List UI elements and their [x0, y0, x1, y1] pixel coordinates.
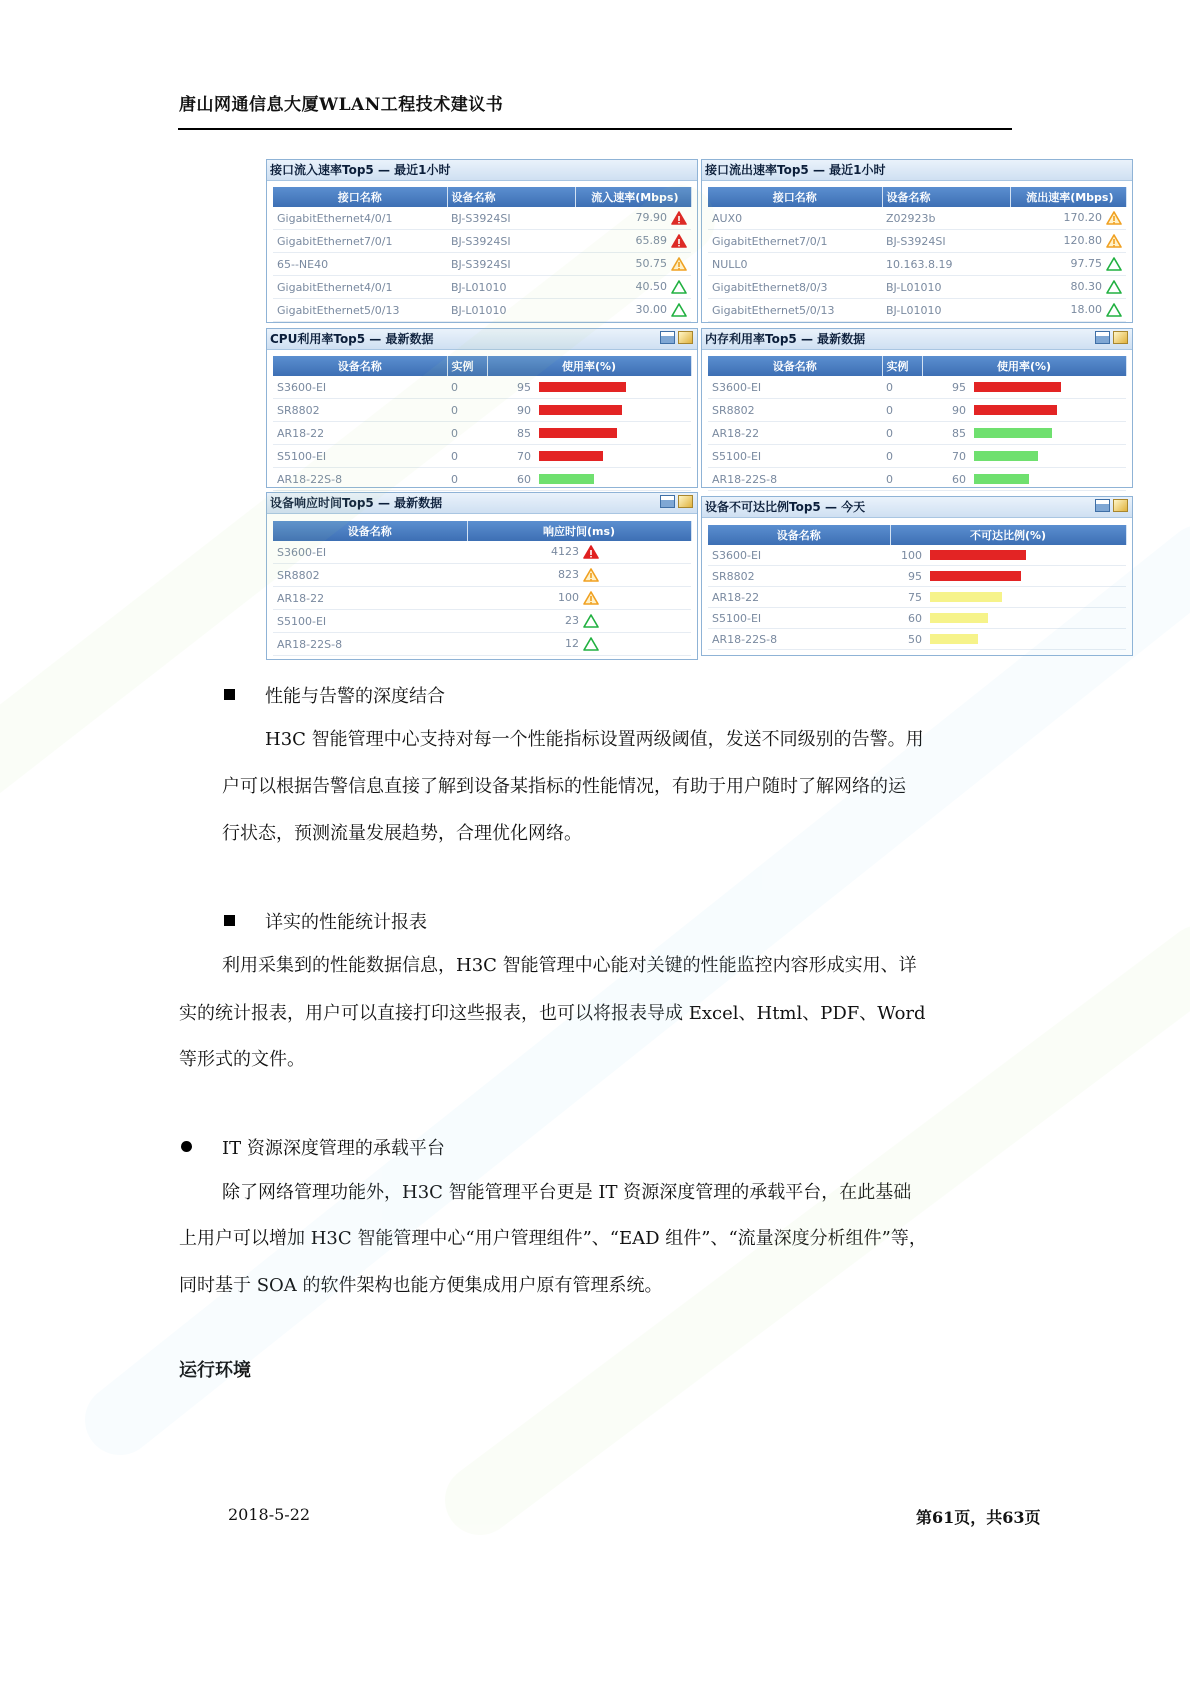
- rate-value: 79.90: [635, 211, 667, 224]
- utilization-bar-wrap: [926, 404, 1122, 417]
- table-row: [273, 207, 691, 230]
- rate-value: 18.00: [1070, 303, 1102, 316]
- table-row: [708, 230, 1126, 253]
- table-row: [708, 399, 1126, 422]
- panel-icons: [657, 331, 693, 350]
- table-row: [273, 468, 691, 491]
- alarm-ok-icon: [1106, 257, 1122, 271]
- paragraph-line: 等形式的文件。: [179, 1049, 305, 1070]
- utilization-bar-wrap: [491, 450, 687, 463]
- panel-title: [267, 329, 697, 350]
- interface-name-cell[interactable]: GigabitEthernet5/0/13: [708, 299, 882, 322]
- utilization-cell: [922, 445, 1126, 468]
- utilization-value: 95: [952, 380, 966, 394]
- device-name-cell: AR18-22: [273, 587, 467, 610]
- panel-title-text: CPU利用率Top5 — 最新数据: [270, 332, 434, 346]
- table-row: [273, 610, 691, 633]
- device-name-cell: SR8802: [273, 399, 447, 422]
- alarm-minor-icon: [583, 591, 599, 605]
- column-header[interactable]: 接口名称: [273, 187, 447, 207]
- device-name-cell: AR18-22S-8: [708, 468, 882, 491]
- utilization-bar: [539, 428, 617, 438]
- unreachable-value: 75: [908, 590, 922, 604]
- unreachable-bar: [930, 634, 978, 644]
- unreachable-bar: [930, 550, 1026, 560]
- utilization-cell: [922, 376, 1126, 399]
- column-header[interactable]: 设备名称: [273, 356, 447, 376]
- utilization-cell: [487, 468, 691, 491]
- interface-name-cell[interactable]: GigabitEthernet8/0/3: [708, 276, 882, 299]
- device-name-cell: BJ-L01010: [882, 276, 1010, 299]
- device-name-cell: SR8802: [273, 564, 467, 587]
- alarm-ok-icon: [1106, 280, 1122, 294]
- rate-value: 30.00: [635, 303, 667, 316]
- instance-cell: 0: [447, 445, 487, 468]
- device-name-cell: BJ-L01010: [447, 276, 575, 299]
- utilization-cell: [922, 468, 1126, 491]
- utilization-bar: [539, 451, 603, 461]
- table-header-row: [708, 187, 1126, 207]
- unreachable-value: 60: [908, 611, 922, 625]
- monitor-icon[interactable]: [660, 331, 675, 344]
- alarm-ok-icon: [1106, 303, 1122, 317]
- device-name-cell: AR18-22: [708, 587, 890, 608]
- utilization-cell: [487, 399, 691, 422]
- device-name-cell: SR8802: [708, 566, 890, 587]
- alarm-minor-icon: [671, 257, 687, 271]
- rate-value: 120.80: [1063, 234, 1102, 247]
- table-row: [708, 299, 1126, 322]
- response-time-cell: [467, 633, 691, 656]
- utilization-cell: [487, 376, 691, 399]
- rate-value: 50.75: [635, 257, 667, 270]
- monitor-icon[interactable]: [660, 495, 675, 508]
- unreachable-bar-wrap: [894, 570, 1122, 583]
- paragraph-line: 除了网络管理功能外，H3C 智能管理平台更是 IT 资源深度管理的承载平台，在此基础: [222, 1182, 912, 1203]
- response-time-cell: [467, 564, 691, 587]
- rate-cell: [1010, 207, 1126, 230]
- instance-cell: 0: [447, 399, 487, 422]
- table-header-row: [273, 356, 691, 376]
- unreachable-value: 50: [908, 632, 922, 646]
- device-name-cell: BJ-S3924SI: [447, 253, 575, 276]
- panel-unreachable-ratio: [701, 496, 1133, 656]
- unreachable-table: [708, 525, 1127, 650]
- unreachable-bar: [930, 571, 1021, 581]
- utilization-value: 85: [517, 426, 531, 440]
- interface-name-cell[interactable]: 65--NE40: [273, 253, 447, 276]
- table-row: [708, 445, 1126, 468]
- table-header-row: [708, 356, 1126, 376]
- alarm-critical-icon: [671, 211, 687, 225]
- table-row: [273, 445, 691, 468]
- response-time-value: 100: [558, 591, 579, 604]
- response-time-cell: [467, 587, 691, 610]
- table-row: [273, 633, 691, 656]
- device-name-cell: Z02923b: [882, 207, 1010, 230]
- response-time-value: 12: [565, 637, 579, 650]
- utilization-bar-wrap: [926, 473, 1122, 486]
- paragraph-line: H3C 智能管理中心支持对每一个性能指标设置两级阈值，发送不同级别的告警。用: [265, 729, 924, 750]
- unreachable-bar-wrap: [894, 549, 1122, 562]
- panel-title-text: 设备不可达比例Top5 — 今天: [705, 500, 866, 514]
- table-row: [273, 253, 691, 276]
- footer-date: 2018-5-22: [228, 1505, 311, 1524]
- paragraph-line: 户可以根据告警信息直接了解到设备某指标的性能情况，有助于用户随时了解网络的运: [222, 776, 906, 797]
- rate-cell: [575, 253, 691, 276]
- alarm-ok-icon: [583, 614, 599, 628]
- column-header[interactable]: 实例: [882, 356, 922, 376]
- rate-cell: [1010, 276, 1126, 299]
- column-header[interactable]: 设备名称: [273, 521, 467, 541]
- memory-table: [708, 356, 1127, 491]
- utilization-bar: [974, 428, 1052, 438]
- utilization-bar: [539, 474, 594, 484]
- table-row: [273, 230, 691, 253]
- device-name-cell: AR18-22S-8: [273, 633, 467, 656]
- section-bullet: [224, 915, 235, 926]
- table-row: [708, 376, 1126, 399]
- section-bullet: [181, 1141, 192, 1152]
- column-header[interactable]: 接口名称: [708, 187, 882, 207]
- edit-icon[interactable]: [678, 495, 693, 508]
- table-row: [708, 566, 1126, 587]
- unreachable-bar-wrap: [894, 612, 1122, 625]
- utilization-bar-wrap: [926, 427, 1122, 440]
- panel-title-text: 设备响应时间Top5 — 最新数据: [270, 496, 443, 510]
- column-header[interactable]: 使用率(%): [487, 356, 691, 376]
- table-row: [708, 468, 1126, 491]
- alarm-ok-icon: [583, 637, 599, 651]
- device-name-cell: AR18-22S-8: [708, 629, 890, 650]
- instance-cell: 0: [447, 422, 487, 445]
- device-name-cell: S5100-EI: [273, 610, 467, 633]
- interface-name-cell[interactable]: NULL0: [708, 253, 882, 276]
- device-name-cell: S3600-EI: [273, 541, 467, 564]
- device-name-cell: S3600-EI: [708, 545, 890, 566]
- utilization-bar-wrap: [491, 381, 687, 394]
- response-time-value: 4123: [551, 545, 579, 558]
- rate-value: 40.50: [635, 280, 667, 293]
- cpu-table: [273, 356, 692, 491]
- device-name-cell: AR18-22: [708, 422, 882, 445]
- column-header[interactable]: 设备名称: [447, 187, 575, 207]
- document-header-title: 唐山网通信息大厦WLAN工程技术建议书: [179, 95, 504, 115]
- monitor-icon[interactable]: [1095, 331, 1110, 344]
- unreachable-table-body: [708, 545, 1126, 650]
- interface-name-cell[interactable]: GigabitEthernet5/0/13: [273, 299, 447, 322]
- utilization-value: 85: [952, 426, 966, 440]
- device-name-cell: BJ-S3924SI: [882, 230, 1010, 253]
- panel-title-text: 内存利用率Top5 — 最新数据: [705, 332, 866, 346]
- interface-name-cell[interactable]: GigabitEthernet7/0/1: [273, 230, 447, 253]
- response-time-cell: [467, 541, 691, 564]
- unreachable-value: 100: [901, 548, 922, 562]
- header-rule: [178, 128, 1012, 130]
- instance-cell: 0: [447, 468, 487, 491]
- column-header[interactable]: 响应时间(ms): [467, 521, 691, 541]
- device-name-cell: SR8802: [708, 399, 882, 422]
- instance-cell: 0: [882, 422, 922, 445]
- table-header-row: [708, 525, 1126, 545]
- alarm-minor-icon: [583, 568, 599, 582]
- table-row: [708, 253, 1126, 276]
- rate-value: 65.89: [635, 234, 667, 247]
- out-rate-table-body: [708, 207, 1126, 322]
- device-name-cell: S5100-EI: [708, 608, 890, 629]
- paragraph-line: 同时基于 SOA 的软件架构也能方便集成用户原有管理系统。: [179, 1275, 663, 1296]
- device-name-cell: 10.163.8.19: [882, 253, 1010, 276]
- instance-cell: 0: [882, 445, 922, 468]
- alarm-minor-icon: [1106, 211, 1122, 225]
- panel-title: [702, 497, 1132, 518]
- utilization-value: 90: [952, 403, 966, 417]
- utilization-bar: [539, 382, 626, 392]
- alarm-minor-icon: [1106, 234, 1122, 248]
- rate-cell: [575, 230, 691, 253]
- unreachable-cell: [890, 566, 1126, 587]
- unreachable-cell: [890, 629, 1126, 650]
- table-row: [273, 276, 691, 299]
- response-time-cell: [467, 610, 691, 633]
- interface-name-cell[interactable]: GigabitEthernet4/0/1: [273, 207, 447, 230]
- footer-page-number: 第61页，共63页: [916, 1508, 1041, 1527]
- column-header[interactable]: 设备名称: [708, 525, 890, 545]
- interface-name-cell[interactable]: GigabitEthernet7/0/1: [708, 230, 882, 253]
- table-row: [708, 422, 1126, 445]
- device-name-cell: AR18-22: [273, 422, 447, 445]
- panel-interface-out-rate: [701, 159, 1133, 323]
- table-header-row: [273, 521, 691, 541]
- device-name-cell: S3600-EI: [708, 376, 882, 399]
- column-header[interactable]: 流入速率(Mbps): [575, 187, 691, 207]
- paragraph-line: 行状态，预测流量发展趋势，合理优化网络。: [222, 823, 582, 844]
- panel-title: 接口流入速率Top5 — 最近1小时: [267, 160, 697, 181]
- panel-cpu-utilization: [266, 328, 698, 488]
- monitor-icon[interactable]: [1095, 499, 1110, 512]
- rate-cell: [575, 299, 691, 322]
- paragraph-line: 上用户可以增加 H3C 智能管理中心“用户管理组件”、“EAD 组件”、“流量深度分析组件”等，: [179, 1228, 927, 1249]
- rate-value: 97.75: [1070, 257, 1102, 270]
- device-name-cell: BJ-S3924SI: [447, 207, 575, 230]
- table-row: [708, 276, 1126, 299]
- memory-table-body: [708, 376, 1126, 491]
- unreachable-bar-wrap: [894, 633, 1122, 646]
- unreachable-cell: [890, 608, 1126, 629]
- rate-cell: [1010, 299, 1126, 322]
- column-header[interactable]: 实例: [447, 356, 487, 376]
- cpu-table-body: [273, 376, 691, 491]
- panel-title: [702, 329, 1132, 350]
- utilization-cell: [922, 399, 1126, 422]
- table-row: [273, 541, 691, 564]
- panel-icons: [1092, 499, 1128, 518]
- response-time-value: 823: [558, 568, 579, 581]
- section-heading: IT 资源深度管理的承载平台: [222, 1138, 445, 1159]
- table-row: [708, 587, 1126, 608]
- rate-cell: [1010, 253, 1126, 276]
- column-header[interactable]: 设备名称: [708, 356, 882, 376]
- utilization-value: 95: [517, 380, 531, 394]
- column-header[interactable]: 流出速率(Mbps): [1010, 187, 1126, 207]
- device-name-cell: BJ-S3924SI: [447, 230, 575, 253]
- utilization-bar: [974, 474, 1029, 484]
- rate-cell: [575, 207, 691, 230]
- section-bullet: [224, 689, 235, 700]
- section-heading: 详实的性能统计报表: [265, 912, 427, 933]
- instance-cell: 0: [447, 376, 487, 399]
- panel-memory-utilization: [701, 328, 1133, 488]
- rate-value: 80.30: [1070, 280, 1102, 293]
- table-row: [708, 207, 1126, 230]
- device-name-cell: S5100-EI: [273, 445, 447, 468]
- response-time-table-body: [273, 541, 691, 656]
- utilization-value: 70: [517, 449, 531, 463]
- utilization-value: 60: [517, 472, 531, 486]
- utilization-bar: [974, 405, 1057, 415]
- utilization-cell: [487, 422, 691, 445]
- response-time-table: [273, 521, 692, 656]
- column-header[interactable]: 使用率(%): [922, 356, 1126, 376]
- instance-cell: 0: [882, 468, 922, 491]
- utilization-value: 70: [952, 449, 966, 463]
- alarm-critical-icon: [671, 234, 687, 248]
- rate-cell: [575, 276, 691, 299]
- alarm-ok-icon: [671, 280, 687, 294]
- device-name-cell: AR18-22S-8: [273, 468, 447, 491]
- utilization-bar-wrap: [926, 381, 1122, 394]
- utilization-bar-wrap: [926, 450, 1122, 463]
- panel-title: 接口流出速率Top5 — 最近1小时: [702, 160, 1132, 181]
- utilization-bar-wrap: [491, 404, 687, 417]
- device-name-cell: BJ-L01010: [882, 299, 1010, 322]
- utilization-bar-wrap: [491, 473, 687, 486]
- edit-icon[interactable]: [1113, 331, 1128, 344]
- table-row: [708, 608, 1126, 629]
- alarm-ok-icon: [671, 303, 687, 317]
- table-row: [273, 564, 691, 587]
- utilization-bar: [974, 451, 1038, 461]
- device-name-cell: S5100-EI: [708, 445, 882, 468]
- column-header[interactable]: 设备名称: [882, 187, 1010, 207]
- rate-value: 170.20: [1063, 211, 1102, 224]
- panel-icons: [1092, 331, 1128, 350]
- unreachable-bar: [930, 592, 1002, 602]
- rate-cell: [1010, 230, 1126, 253]
- response-time-value: 23: [565, 614, 579, 627]
- table-row: [708, 545, 1126, 566]
- table-header-row: [273, 187, 691, 207]
- panel-response-time: [266, 492, 698, 660]
- unreachable-cell: [890, 545, 1126, 566]
- instance-cell: 0: [882, 399, 922, 422]
- interface-name-cell[interactable]: GigabitEthernet4/0/1: [273, 276, 447, 299]
- paragraph-line: 实的统计报表，用户可以直接打印这些报表，也可以将报表导成 Excel、Html、PDF、Word: [179, 1003, 926, 1024]
- table-row: [273, 399, 691, 422]
- instance-cell: 0: [882, 376, 922, 399]
- interface-name-cell[interactable]: AUX0: [708, 207, 882, 230]
- section-title-runtime: 运行环境: [179, 1360, 251, 1381]
- utilization-value: 60: [952, 472, 966, 486]
- out-rate-table: [708, 187, 1127, 322]
- panel-interface-in-rate: [266, 159, 698, 323]
- table-row: [273, 587, 691, 610]
- utilization-bar: [974, 382, 1061, 392]
- panel-title: [267, 493, 697, 514]
- column-header[interactable]: 不可达比例(%): [890, 525, 1126, 545]
- edit-icon[interactable]: [1113, 499, 1128, 512]
- utilization-bar-wrap: [491, 427, 687, 440]
- edit-icon[interactable]: [678, 331, 693, 344]
- section-heading: 性能与告警的深度结合: [265, 686, 445, 707]
- unreachable-bar: [930, 613, 988, 623]
- table-row: [708, 629, 1126, 650]
- utilization-cell: [487, 445, 691, 468]
- paragraph-line: 利用采集到的性能数据信息，H3C 智能管理中心能对关键的性能监控内容形成实用、详: [222, 955, 917, 976]
- utilization-cell: [922, 422, 1126, 445]
- table-row: [273, 376, 691, 399]
- device-name-cell: S3600-EI: [273, 376, 447, 399]
- in-rate-table: [273, 187, 692, 322]
- unreachable-cell: [890, 587, 1126, 608]
- unreachable-value: 95: [908, 569, 922, 583]
- panel-icons: [657, 495, 693, 514]
- table-row: [273, 299, 691, 322]
- table-row: [273, 422, 691, 445]
- unreachable-bar-wrap: [894, 591, 1122, 604]
- utilization-value: 90: [517, 403, 531, 417]
- device-name-cell: BJ-L01010: [447, 299, 575, 322]
- in-rate-table-body: [273, 207, 691, 322]
- alarm-critical-icon: [583, 545, 599, 559]
- utilization-bar: [539, 405, 622, 415]
